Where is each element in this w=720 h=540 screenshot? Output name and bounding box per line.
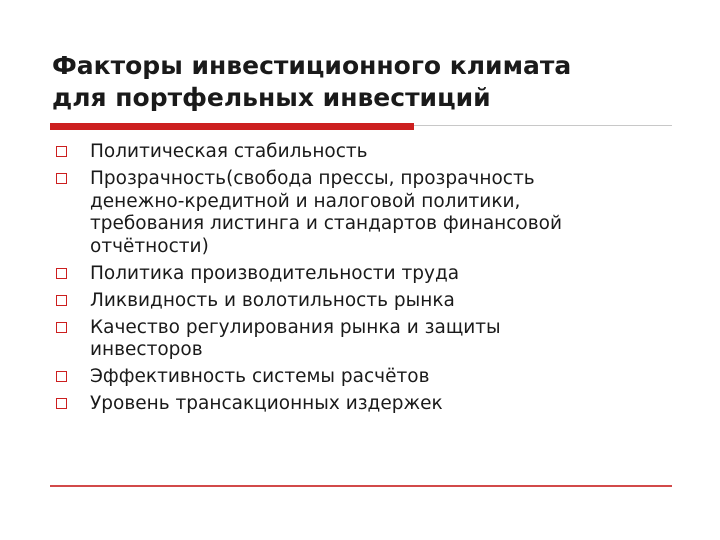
bullet-text-line: Политика производительности труда <box>90 262 460 284</box>
bullet-text-line: Уровень трансакционных издержек <box>90 393 443 414</box>
footer-divider-line <box>50 485 672 487</box>
bullet-item <box>56 141 676 164</box>
slide-title-line: Факторы инвестиционного климата <box>52 51 572 80</box>
bullet-text-line: требования листинга и стандартов финансовой <box>90 213 562 234</box>
hollow-square-bullet-icon <box>56 371 67 382</box>
bullet-item <box>56 393 676 416</box>
title-accent-bar <box>50 123 414 130</box>
bullet-text-line: инвесторов <box>90 339 203 360</box>
bullet-item <box>56 317 676 362</box>
bullet-text-line: денежно-кредитной и налоговой политики, <box>90 190 521 212</box>
hollow-square-bullet-icon <box>56 322 67 333</box>
bullet-text-line: Прозрачность(свобода прессы, прозрачность <box>90 168 535 189</box>
bullet-text-line: отчётности) <box>90 235 209 257</box>
slide-title <box>52 50 682 114</box>
bullet-text-line: Качество регулирования рынка и защиты <box>90 316 501 338</box>
bullet-item <box>56 263 676 286</box>
bullet-item <box>56 366 676 389</box>
slide-title-line: для портфельных инвестиций <box>52 83 491 112</box>
hollow-square-bullet-icon <box>56 173 67 184</box>
bullet-text-line: Политическая стабильность <box>90 141 368 162</box>
hollow-square-bullet-icon <box>56 295 67 306</box>
hollow-square-bullet-icon <box>56 398 67 409</box>
hollow-square-bullet-icon <box>56 268 67 279</box>
bullet-item <box>56 168 676 258</box>
hollow-square-bullet-icon <box>56 146 67 157</box>
bullet-item <box>56 290 676 313</box>
bullet-list <box>56 141 676 420</box>
bullet-text-line: Ликвидность и волотильность рынка <box>90 289 455 311</box>
bullet-text-line: Эффективность системы расчётов <box>90 366 430 387</box>
